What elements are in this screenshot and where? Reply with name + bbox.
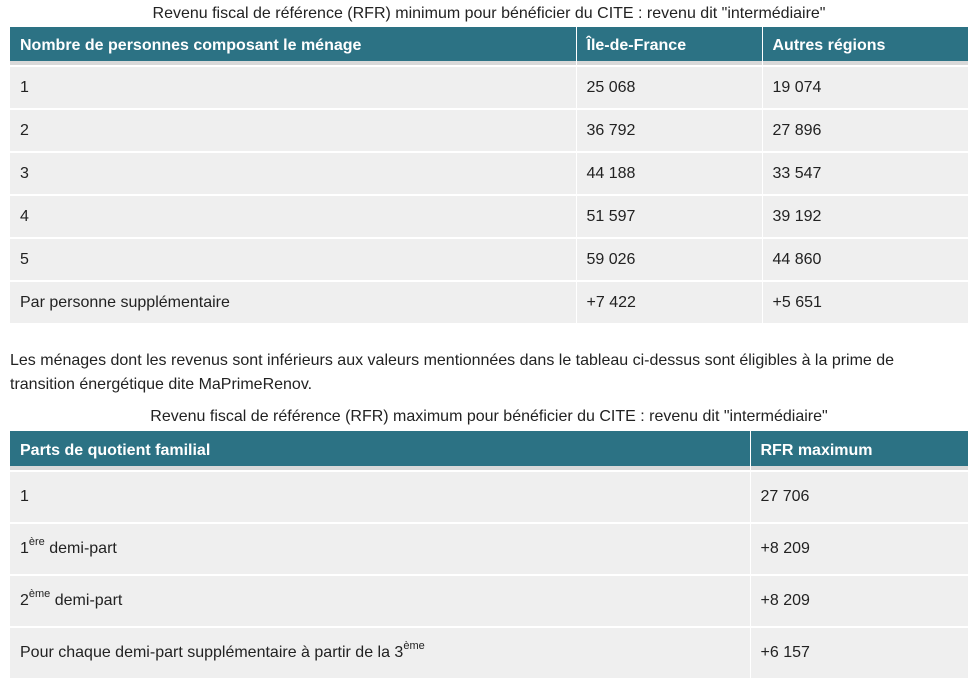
header-household-size: Nombre de personnes composant le ménage	[10, 27, 576, 66]
cell-idf: 36 792	[576, 109, 762, 152]
cell-idf: 51 597	[576, 195, 762, 238]
parts-label-prefix: 2	[20, 592, 29, 609]
cell-other: 44 860	[762, 238, 968, 281]
cell-rfr: +6 157	[750, 627, 968, 678]
ordinal-superscript: ème	[28, 587, 51, 600]
parts-label-suffix: demi-part	[44, 540, 117, 557]
cell-other: 27 896	[762, 109, 968, 152]
cell-other: 33 547	[762, 152, 968, 195]
cell-parts	[10, 523, 750, 575]
cell-household: Par personne supplémentaire	[10, 281, 576, 323]
cell-household: 1	[10, 66, 576, 109]
parts-label-suffix: demi-part	[50, 592, 123, 609]
cell-household: 2	[10, 109, 576, 152]
cell-household: 4	[10, 195, 576, 238]
ordinal-superscript: ère	[28, 535, 45, 548]
header-rfr-maximum: RFR maximum	[750, 431, 968, 471]
cell-other: 19 074	[762, 66, 968, 109]
cell-parts	[10, 471, 750, 523]
table-row	[10, 152, 968, 195]
rfr-minimum-table	[10, 27, 968, 323]
parts-label-prefix: 1	[20, 540, 29, 557]
table-row	[10, 627, 968, 678]
table2-caption: Revenu fiscal de référence (RFR) maximum pour bénéficier du CITE : revenu dit "intermédiaire"	[150, 408, 828, 425]
rfr-maximum-table	[10, 431, 968, 678]
table-header-row	[10, 27, 968, 66]
table-row	[10, 523, 968, 575]
cell-rfr: +8 209	[750, 523, 968, 575]
table-row	[10, 281, 968, 323]
header-other-regions: Autres régions	[762, 27, 968, 66]
table-row	[10, 195, 968, 238]
cell-idf: 44 188	[576, 152, 762, 195]
parts-label-prefix: Pour chaque demi-part supplémentaire à partir de la 3	[20, 644, 404, 661]
parts-label: 1	[20, 488, 29, 505]
cell-household: 3	[10, 152, 576, 195]
table1-caption: Revenu fiscal de référence (RFR) minimum pour bénéficier du CITE : revenu dit "intermédiaire"	[152, 5, 826, 22]
table-row	[10, 66, 968, 109]
eligibility-paragraph: Les ménages dont les revenus sont inférieurs aux valeurs mentionnées dans le tableau ci-dessus sont éligibles à la prime de transition énergétique dite MaPrimeRenov.	[10, 352, 895, 393]
table-row	[10, 575, 968, 627]
cell-other: 39 192	[762, 195, 968, 238]
cell-idf: 59 026	[576, 238, 762, 281]
ordinal-superscript: ème	[403, 639, 425, 652]
cell-other: +5 651	[762, 281, 968, 323]
cell-rfr: +8 209	[750, 575, 968, 627]
cell-household: 5	[10, 238, 576, 281]
table-row	[10, 109, 968, 152]
table-row	[10, 238, 968, 281]
cell-parts	[10, 575, 750, 627]
cell-rfr: 27 706	[750, 471, 968, 523]
table-header-row	[10, 431, 968, 471]
cell-idf: 25 068	[576, 66, 762, 109]
cell-idf: +7 422	[576, 281, 762, 323]
cell-parts	[10, 627, 750, 678]
header-ile-de-france: Île-de-France	[576, 27, 762, 66]
header-quotient-parts: Parts de quotient familial	[10, 431, 750, 471]
table-row	[10, 471, 968, 523]
